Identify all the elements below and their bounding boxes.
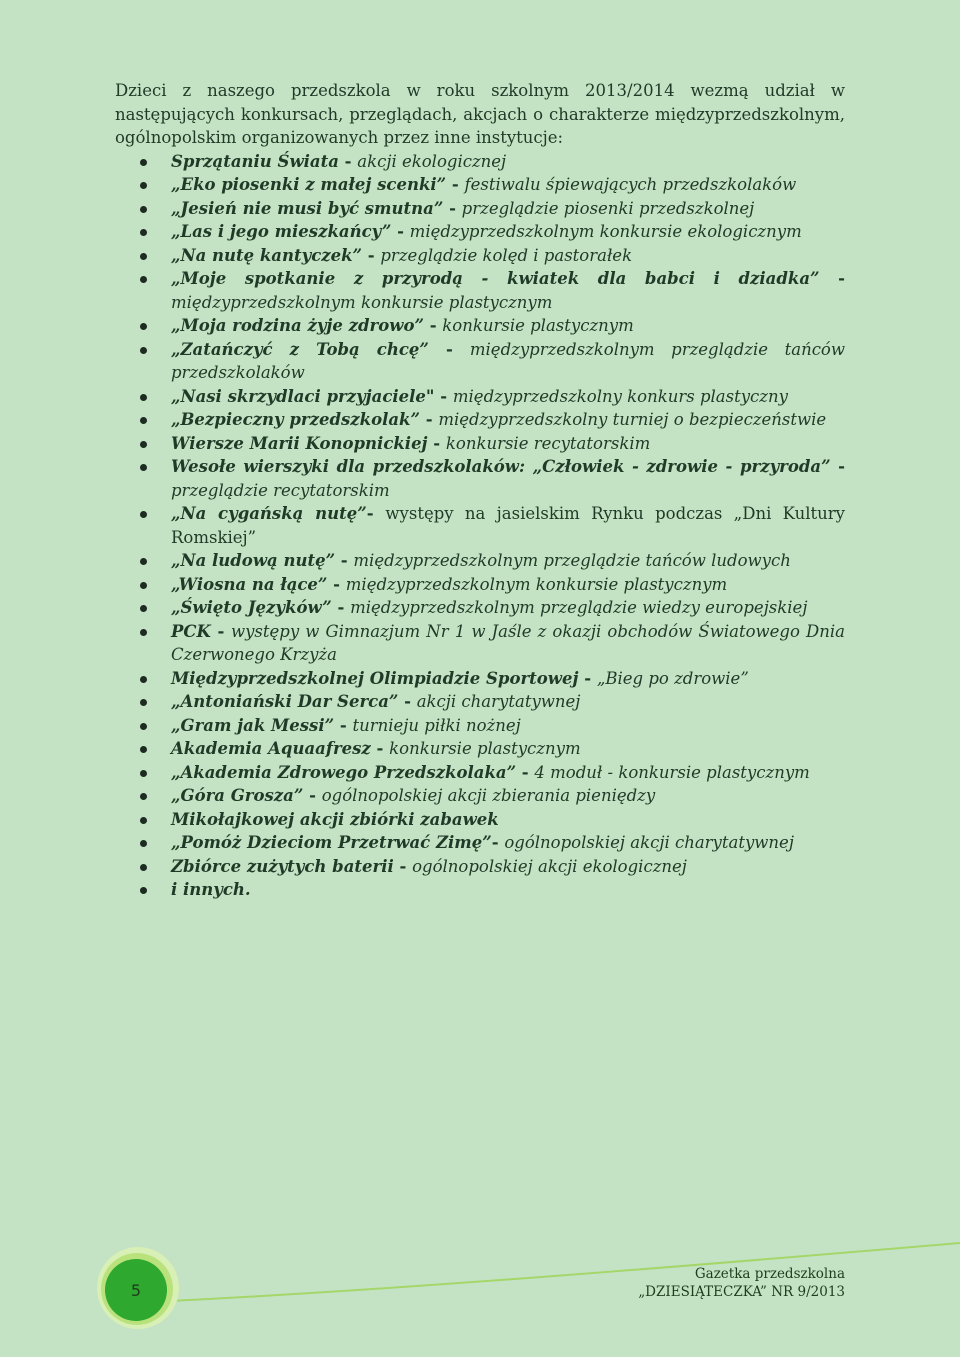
list-item-title: „Pomóż Dzieciom Przetrwać Zimę” [171, 833, 492, 852]
bullet-icon [140, 582, 147, 589]
list-item-description: międzyprzedszkolnym konkursie plastycznym [345, 574, 728, 594]
footer-issue-label: „DZIESIĄTECZKA” NR 9/2013 [638, 1284, 845, 1300]
list-item-separator: - [335, 551, 354, 570]
bullet-icon [140, 887, 147, 894]
list-item [115, 455, 845, 502]
list-item [115, 620, 845, 667]
list-item-description: przeglądzie piosenki przedszkolnej [461, 198, 755, 218]
list-item-separator: - [303, 786, 322, 805]
list-item-separator: - [819, 269, 846, 288]
list-item-title: „Antoniański Dar Serca” [171, 692, 399, 711]
list-item [115, 737, 845, 761]
list-item-description: ogólnopolskiej akcji charytatywnej [504, 833, 794, 852]
list-item [115, 761, 845, 785]
list-item-description: ogólnopolskiej akcji ekologicznej [412, 856, 687, 876]
bullet-icon [140, 511, 147, 518]
list-item-title: PCK [171, 621, 211, 641]
list-item-description: przeglądzie recytatorskim [171, 480, 390, 500]
intro-paragraph: Dzieci z naszego przedszkola w roku szkolnym 2013/2014 wezmą udział w następujących konkursach, przeglądach, akcjach o charakterze międzyprzedszkolnym, ogólnopolskim organizowanych przez inne instytucje: [115, 81, 845, 147]
list-item-title: „Moja rodzina żyje zdrowo” [171, 316, 424, 335]
list-item [115, 855, 845, 879]
bullet-icon [140, 793, 147, 800]
bullet-icon [140, 629, 147, 636]
list-item [115, 667, 845, 691]
list-item [115, 502, 845, 549]
footer-publication-title: Gazetka przedszkolna [694, 1266, 845, 1282]
list-item [115, 573, 845, 597]
list-item-title: Sprzątaniu Świata [171, 151, 339, 171]
list-item-separator: - [423, 316, 443, 335]
list-item-separator: - [327, 574, 346, 594]
list-item-title: „Eko piosenki z małej scenki” [171, 175, 447, 194]
list-item-title: „Góra Grosza” [171, 786, 304, 805]
list-item-separator: - [516, 762, 535, 782]
article-body [115, 79, 845, 902]
bullet-icon [140, 605, 147, 612]
list-item-separator: - [427, 433, 446, 453]
bullet-icon [140, 229, 147, 236]
bullet-icon [140, 323, 147, 330]
list-item-separator: - [398, 692, 417, 711]
bullet-icon [140, 746, 147, 753]
list-item-separator: - [370, 739, 390, 758]
list-item-description: międzyprzedszkolnym przeglądzie tańców przedszkolaków [171, 339, 845, 382]
list-item-title: „Nasi skrzydlaci przyjaciele" [171, 386, 435, 406]
list-item-title: Wesołe wierszyki dla przedszkolaków: „Człowiek - zdrowie - przyroda” [171, 457, 831, 476]
list-item-title: „Gram jak Messi” [171, 715, 335, 735]
list-item-description: międzyprzedszkolny turniej o bezpieczeństwie [438, 410, 827, 429]
list-item-title: „Moje spotkanie z przyrodą - kwiatek dla babci i dziadka” [171, 269, 820, 288]
list-item [115, 831, 845, 855]
list-item-description: konkursie plastycznym [442, 316, 634, 335]
list-item-description: konkursie plastycznym [389, 739, 581, 758]
list-item-title: „Na ludową nutę” [171, 551, 336, 570]
list-item-title: „Jesień nie musi być smutna” [171, 198, 444, 218]
list-item-description: turnieju piłki nożnej [352, 715, 521, 735]
list-item-separator: - [446, 175, 465, 194]
list-item-title: „Akademia Zdrowego Przedszkolaka” [171, 762, 517, 782]
list-item-separator: - [443, 198, 462, 218]
list-item [115, 808, 845, 832]
bullet-icon [140, 817, 147, 824]
list-item-separator: - [393, 856, 413, 876]
bullet-icon [140, 464, 147, 471]
list-item-separator: - [428, 339, 470, 359]
list-item [115, 173, 845, 197]
list-item-title: „Bezpieczny przedszkolak” [171, 410, 420, 429]
list-item [115, 408, 845, 432]
list-item-title: Zbiórce zużytych baterii [171, 856, 394, 876]
list-item-separator: - [366, 504, 386, 523]
bullet-icon [140, 276, 147, 283]
list-item-title: „Święto Języków” [171, 598, 332, 617]
list-item-title: Mikołajkowej akcji zbiórki zabawek [171, 809, 499, 829]
list-item-description: przeglądzie kolęd i pastorałek [380, 245, 633, 265]
list-item-separator: - [334, 715, 353, 735]
bullet-icon [140, 347, 147, 354]
bullet-icon [140, 864, 147, 871]
page-number-badge [105, 1259, 167, 1321]
list-item-description: międzyprzedszkolnym przeglądzie tańców ludowych [353, 551, 791, 570]
list-item-description: międzyprzedszkolny konkurs plastyczny [452, 386, 788, 406]
list-item-separator: - [830, 457, 846, 476]
list-item-title: Wiersze Marii Konopnickiej [171, 433, 428, 453]
list-item-description: międzyprzedszkolnym konkursie ekologicznym [409, 222, 802, 241]
list-item-separator: - [391, 222, 410, 241]
list-item-title: „Wiosna na łące” [171, 574, 328, 594]
list-item-title: Międzyprzedszkolnej Olimpiadzie Sportowej [171, 668, 579, 688]
bullet-icon [140, 182, 147, 189]
list-item-title: i innych. [171, 880, 251, 899]
list-item-separator: - [578, 668, 597, 688]
list-item [115, 549, 845, 573]
list-item-description: międzyprzedszkolnym przeglądzie wiedzy europejskiej [350, 598, 808, 617]
bullet-icon [140, 770, 147, 777]
list-item-separator: - [338, 151, 358, 171]
bullet-icon [140, 417, 147, 424]
list-item [115, 338, 845, 385]
list-item-separator: - [491, 833, 505, 852]
list-item [115, 714, 845, 738]
bullet-icon [140, 441, 147, 448]
list-item-separator: - [434, 386, 453, 406]
list-item-description: akcji ekologicznej [357, 151, 507, 171]
list-item [115, 150, 845, 174]
list-item-description: 4 moduł - konkursie plastycznym [534, 762, 810, 782]
list-item-description: ogólnopolskiej akcji zbierania pieniędzy [321, 786, 656, 805]
list-item-separator: - [331, 598, 351, 617]
list-item [115, 432, 845, 456]
list-item-separator: - [210, 621, 231, 641]
page-number: 5 [130, 1280, 142, 1300]
list-item-title: „Na nutę kantyczek” [171, 245, 363, 265]
list-item [115, 197, 845, 221]
list-item-title: Akademia Aquaafresz [171, 739, 371, 758]
list-item-title: „Las i jego mieszkańcy” [171, 222, 392, 241]
list-item-separator: - [419, 410, 439, 429]
list-item-separator: - [362, 245, 381, 265]
list-item-description: festiwalu śpiewających przedszkolaków [464, 175, 797, 194]
list-item-description: akcji charytatywnej [416, 692, 581, 711]
bullet-icon [140, 699, 147, 706]
list-item [115, 385, 845, 409]
list-item [115, 314, 845, 338]
list-item [115, 596, 845, 620]
list-item-description: występy na jasielskim Rynku podczas „Dni Kultury Romskiej” [171, 504, 846, 547]
list-item [115, 784, 845, 808]
list-item [115, 267, 845, 314]
bullet-icon [140, 558, 147, 565]
list-item [115, 690, 845, 714]
bullet-icon [140, 394, 147, 401]
bullet-icon [140, 676, 147, 683]
list-item-description: międzyprzedszkolnym konkursie plastycznym [171, 292, 553, 312]
list-item [115, 244, 845, 268]
bullet-icon [140, 253, 147, 260]
bullet-icon [140, 723, 147, 730]
list-item-title: „Na cygańską nutę” [171, 504, 367, 523]
list-item-title: „Zatańczyć z Tobą chcę” [171, 339, 429, 359]
bullet-icon [140, 159, 147, 166]
contest-list [115, 150, 845, 902]
bullet-icon [140, 840, 147, 847]
list-item-description: występy w Gimnazjum Nr 1 w Jaśle z okazji obchodów Światowego Dnia Czerwonego Krzyża [171, 621, 845, 664]
list-item-description: „Bieg po zdrowie” [596, 668, 749, 688]
bullet-icon [140, 206, 147, 213]
list-item [115, 220, 845, 244]
list-item-description: konkursie recytatorskim [445, 433, 651, 453]
list-item [115, 878, 845, 902]
